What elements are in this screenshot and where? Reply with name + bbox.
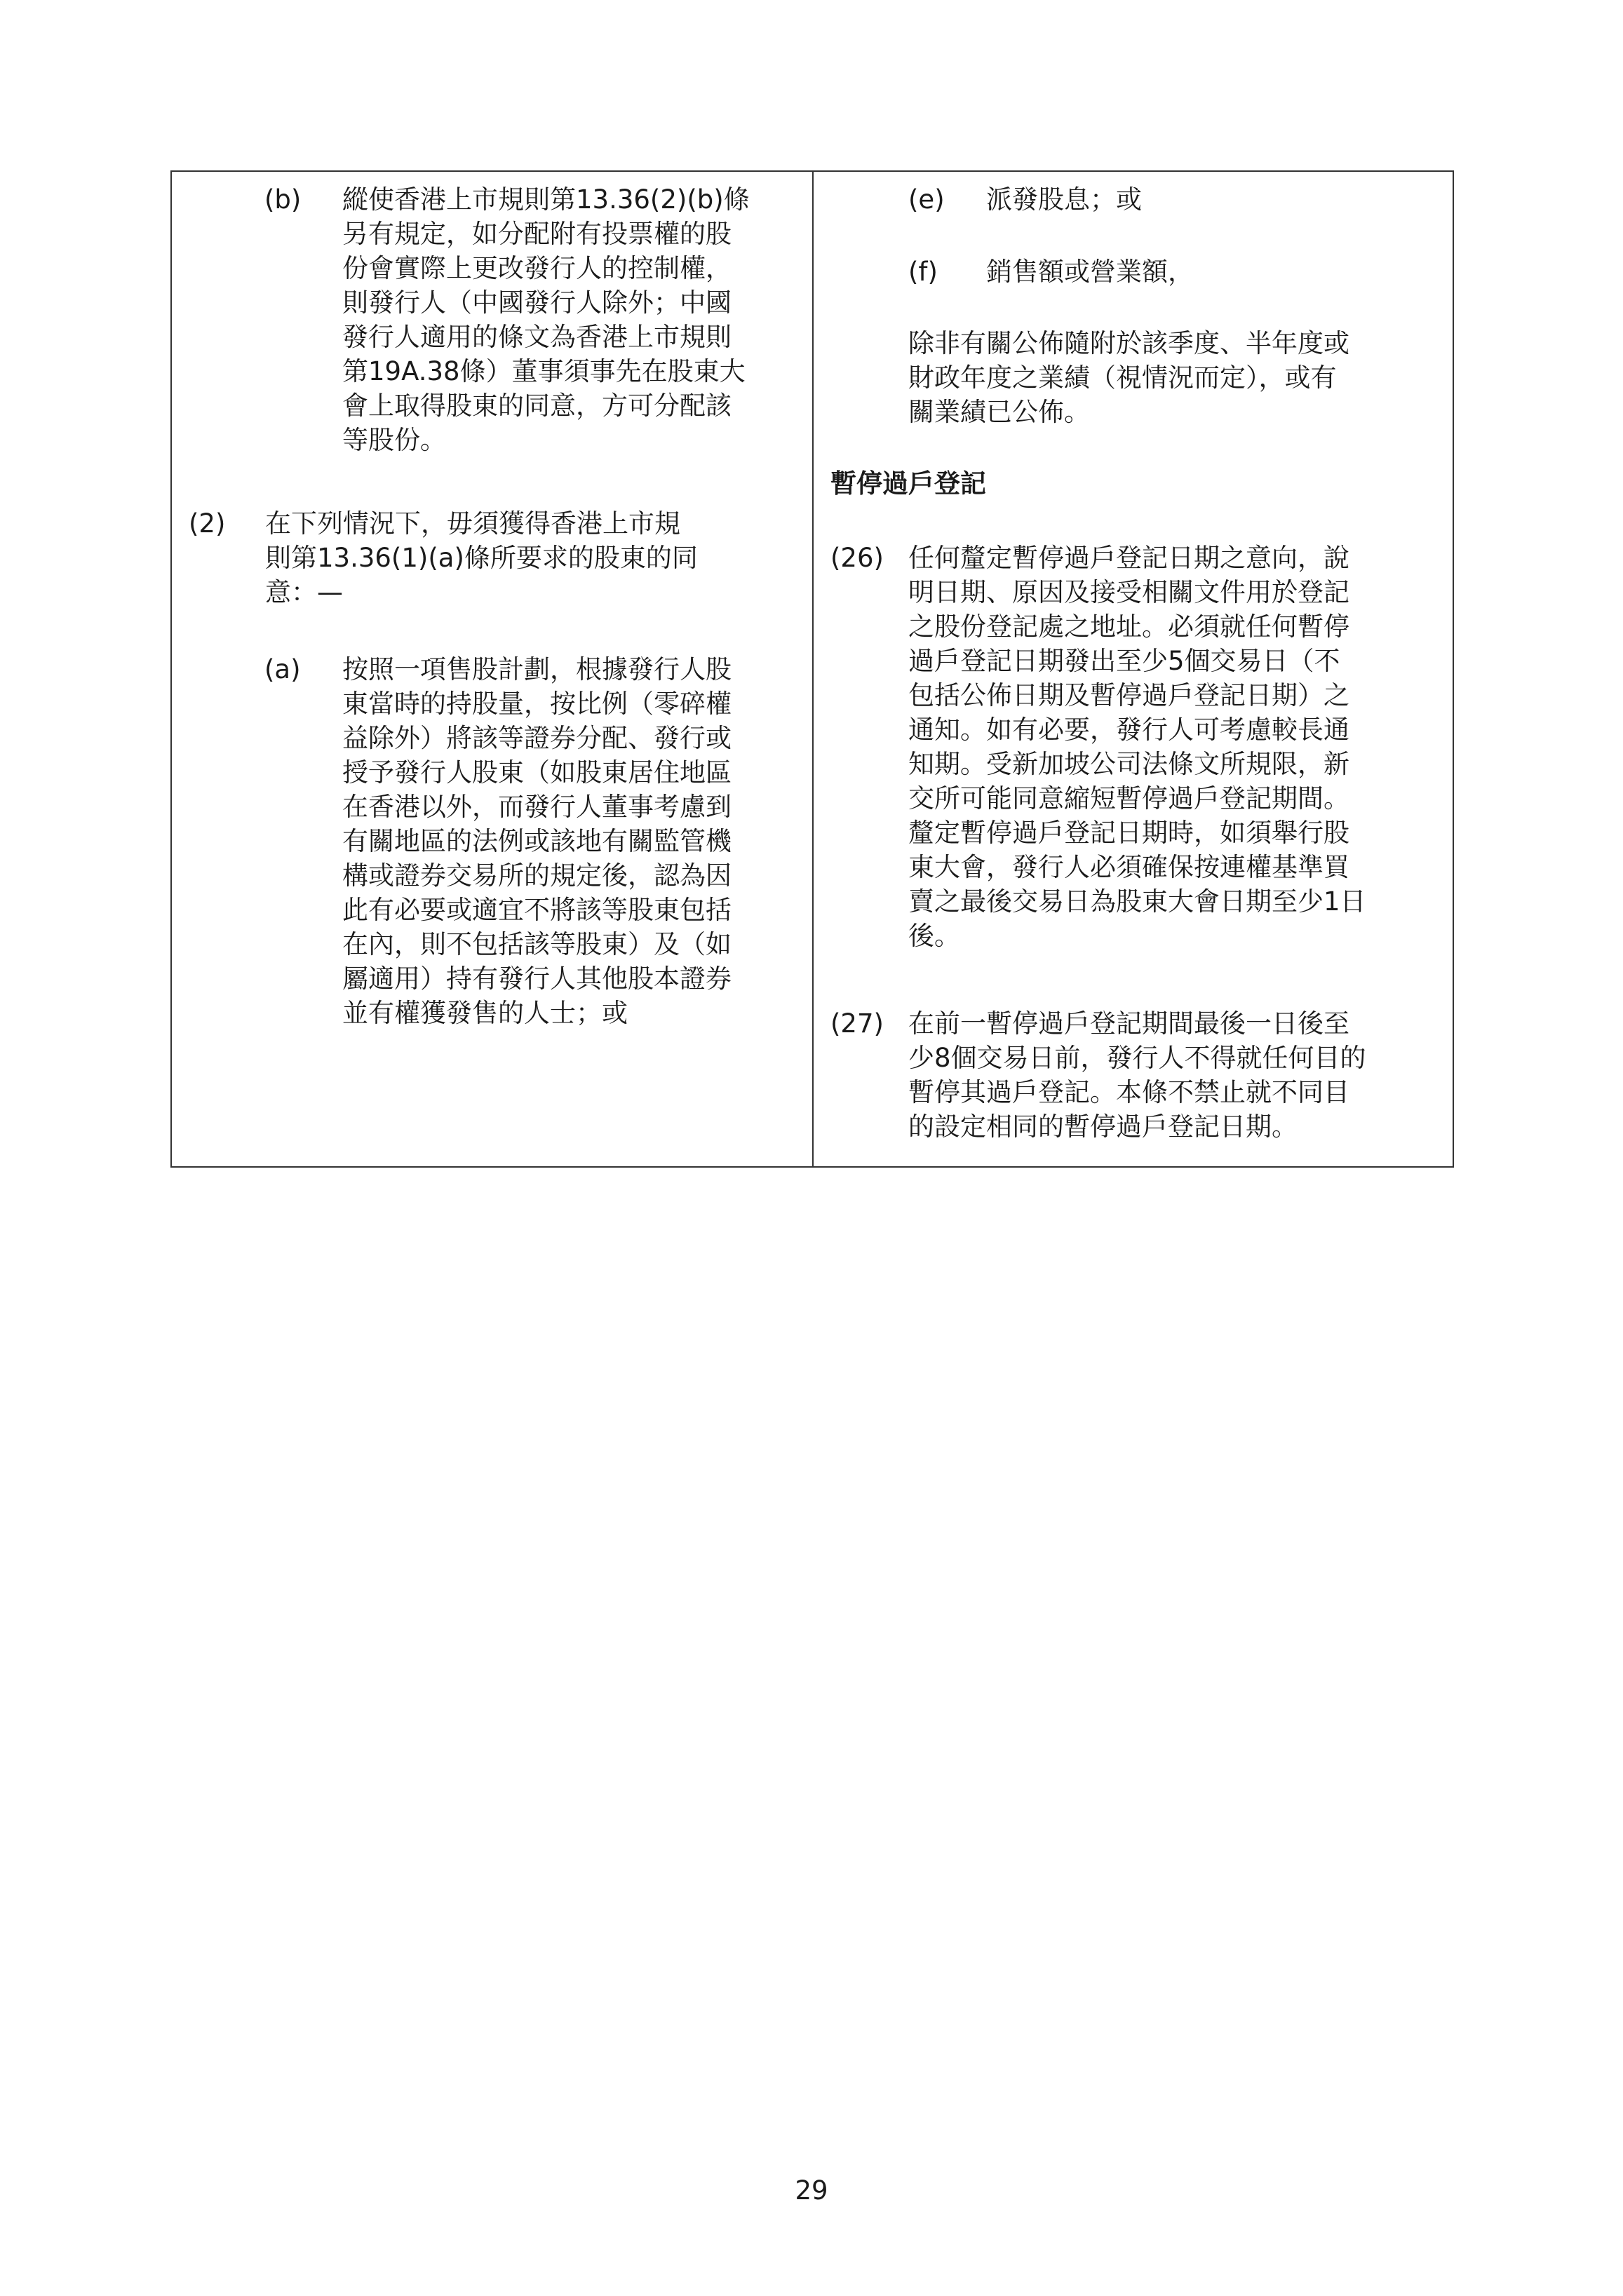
clause-26-label: (26)	[830, 543, 884, 573]
clause-27-text	[908, 1006, 1441, 1144]
clause-26	[814, 541, 1452, 961]
text-line: 份會實際上更改發行人的控制權，	[342, 253, 732, 283]
unless-text	[908, 326, 1441, 429]
text-line: 東大會，發行人必須確保按連權基準買	[908, 852, 1349, 882]
clause-e	[814, 182, 1452, 217]
unless-paragraph	[814, 326, 1452, 431]
section-heading: 暫停過戶登記	[830, 468, 986, 499]
text-line: 按照一項售股計劃，根據發行人股	[342, 654, 732, 684]
text-line: 另有規定，如分配附有投票權的股	[342, 219, 732, 249]
text-line: 在內，則不包括該等股東）及（如	[342, 929, 732, 959]
text-line: 賣之最後交易日為股東大會日期至少1日	[908, 886, 1366, 917]
text-line: 等股份。	[342, 425, 446, 455]
text-line: 則第13.36(1)(a)條所要求的股東的同	[265, 543, 698, 573]
text-line: 除非有關公佈隨附於該季度、半年度或	[908, 328, 1349, 358]
text-line: 的設定相同的暫停過戶登記日期。	[908, 1112, 1298, 1142]
text-line: 意：—	[265, 577, 343, 607]
clause-2	[172, 506, 814, 619]
text-line: 通知。如有必要，發行人可考慮較長通	[908, 715, 1349, 745]
text-line: 縱使香港上市規則第13.36(2)(b)條	[342, 184, 750, 215]
clause-2-label: (2)	[189, 508, 226, 539]
clause-a-label: (a)	[264, 654, 301, 684]
text-line: 任何釐定暫停過戶登記日期之意向，說	[908, 543, 1349, 573]
clause-a-text	[342, 652, 798, 1030]
clause-2-text	[265, 506, 798, 609]
text-line: 關業績已公佈。	[908, 397, 1090, 427]
text-line: 益除外）將該等證券分配、發行或	[342, 723, 732, 753]
text-line: 暫停其過戶登記。本條不禁止就不同目	[908, 1077, 1349, 1107]
text-line: 有關地區的法例或該地有關監管機	[342, 826, 732, 856]
text-line: 交所可能同意縮短暫停過戶登記期間。	[908, 783, 1349, 813]
clause-b-text	[342, 182, 798, 457]
clause-f-label: (f)	[908, 257, 938, 287]
text-line: 構或證券交易所的規定後，認為因	[342, 860, 732, 891]
clause-27	[814, 1006, 1452, 1147]
text-line: 知期。受新加坡公司法條文所規限，新	[908, 749, 1349, 779]
clause-26-text	[908, 541, 1441, 953]
text-line: 財政年度之業績（視情況而定），或有	[908, 363, 1337, 393]
clause-b	[172, 182, 814, 463]
text-line: 東當時的持股量，按比例（零碎權	[342, 689, 732, 719]
text-line: 此有必要或適宜不將該等股東包括	[342, 895, 732, 925]
text-line: 在香港以外，而發行人董事考慮到	[342, 792, 732, 822]
text-line: 並有權獲發售的人士；或	[342, 998, 628, 1028]
clause-f	[814, 255, 1452, 290]
clause-f-text: 銷售額或營業額，	[986, 257, 1194, 287]
text-line: 則發行人（中國發行人除外；中國	[342, 288, 732, 318]
text-line: 之股份登記處之地址。必須就任何暫停	[908, 612, 1349, 642]
clause-27-label: (27)	[830, 1008, 884, 1039]
clause-a	[172, 652, 814, 1045]
text-line: 後。	[908, 921, 960, 951]
clause-e-label: (e)	[908, 184, 945, 215]
text-line: 在前一暫停過戶登記期間最後一日後至	[908, 1008, 1349, 1039]
text-line: 屬適用）持有發行人其他股本證券	[342, 964, 732, 994]
text-line: 授予發行人股東（如股東居住地區	[342, 757, 732, 788]
text-line: 第19A.38條）董事須事先在股東大	[342, 356, 746, 386]
left-column	[172, 172, 814, 1166]
text-line: 明日期、原因及接受相關文件用於登記	[908, 577, 1349, 607]
text-line: 發行人適用的條文為香港上市規則	[342, 322, 732, 352]
clause-e-text: 派發股息；或	[986, 184, 1142, 215]
text-line: 釐定暫停過戶登記日期時，如須舉行股	[908, 818, 1349, 848]
text-line: 會上取得股東的同意，方可分配該	[342, 391, 732, 421]
rules-comparison-table	[170, 170, 1454, 1168]
page-number: 29	[795, 2175, 828, 2206]
text-line: 在下列情況下，毋須獲得香港上市規	[265, 508, 680, 539]
text-line: 過戶登記日期發出至少5個交易日（不	[908, 646, 1340, 676]
clause-b-label: (b)	[264, 184, 302, 215]
text-line: 少8個交易日前，發行人不得就任何目的	[908, 1043, 1366, 1073]
text-line: 包括公佈日期及暫停過戶登記日期）之	[908, 680, 1349, 710]
right-column	[814, 172, 1453, 1166]
